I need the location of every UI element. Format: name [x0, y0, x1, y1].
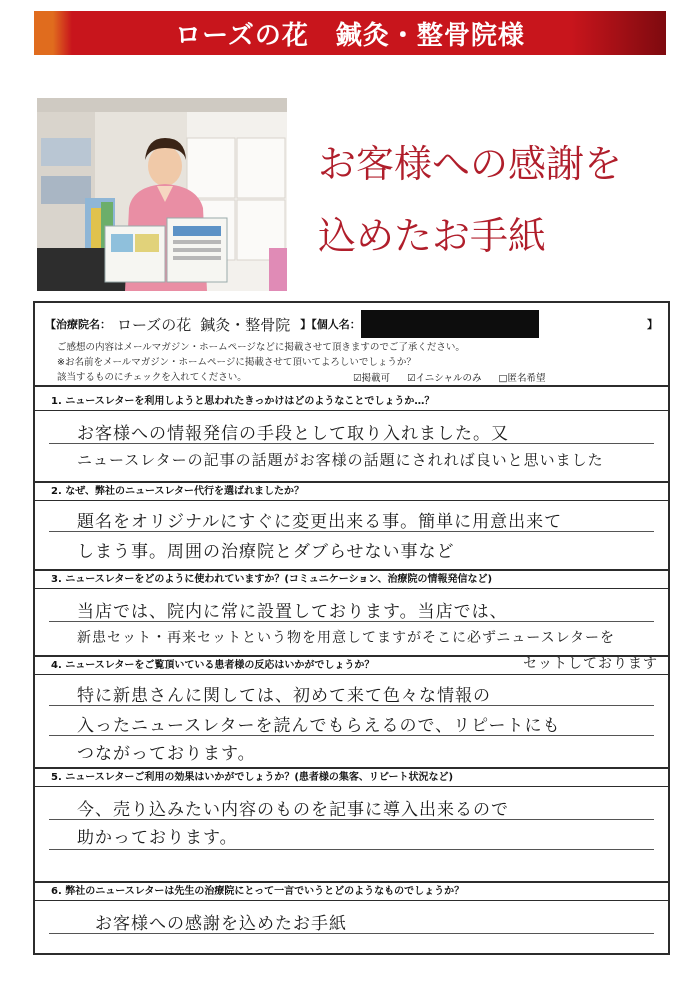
answer-1-line-1: お客様への情報発信の手段として取り入れました。又 — [77, 424, 509, 444]
question-2: 2. なぜ、弊社のニュースレター代行を選ばれましたか？ — [35, 481, 668, 501]
ruled-line — [49, 819, 654, 820]
answer-3-line-2: 新患セット・再来セットという物を用意してますがそこに必ずニュースレターを — [77, 630, 616, 646]
staff-photo — [37, 98, 287, 291]
check-initials-only: ☑イニシャルのみ — [407, 373, 482, 384]
headline-line-2: 込めたお手紙 — [318, 214, 547, 258]
answer-2-line-1: 題名をオリジナルにすぐに変更出来る事。簡単に用意出来て — [77, 512, 563, 532]
form-header — [35, 303, 668, 387]
ruled-line — [49, 849, 654, 850]
check-anonymous: □匿名希望 — [498, 373, 546, 384]
form-field-row — [45, 313, 658, 335]
form-note-2: ※お名前をメールマガジン・ホームページに掲載させて頂いてよろしいでしょうか？ — [57, 357, 416, 368]
closing-bracket: 】 — [647, 318, 658, 331]
ruled-line — [49, 705, 654, 706]
ruled-line — [49, 621, 654, 622]
form-note-3: 該当するものにチェックを入れてください。 — [57, 372, 247, 383]
ruled-line — [49, 933, 654, 934]
banner-title: ローズの花 鍼灸・整骨院様 — [175, 20, 525, 51]
answer-2-line-2: しまう事。周囲の治療院とダブらせない事など — [77, 542, 455, 562]
answer-3-continuation: セットしております — [523, 656, 658, 672]
answer-6-line-1: お客様への感謝を込めたお手紙 — [95, 914, 347, 934]
form-note-1: ご感想の内容はメールマガジン・ホームページなどに掲載させて頂きますのでご了承ください。 — [57, 342, 465, 353]
clinic-name-label: 【治療院名： — [45, 318, 111, 331]
clinic-name-value: ローズの花 鍼灸・整骨院 — [117, 315, 291, 334]
headline — [318, 128, 678, 272]
question-1: 1. ニュースレターを利用しようと思われたきっかけはどのようなことでしょうか…？ — [35, 393, 668, 411]
ruled-line — [49, 531, 654, 532]
question-3: 3. ニュースレターをどのように使われていますか？(コミュニケーション、治療院の情報発信など) — [35, 569, 668, 589]
answer-5-line-2: 助かっております。 — [77, 828, 238, 848]
title-banner — [34, 11, 666, 55]
feedback-form — [33, 301, 670, 955]
consent-checkboxes — [353, 370, 560, 384]
answer-1-line-2: ニュースレターの記事の話題がお客様の話題にされれば良いと思いました — [77, 451, 604, 469]
answer-4-line-2: 入ったニュースレターを読んでもらえるので、リピートにも — [77, 716, 561, 736]
question-6: 6. 弊社のニュースレターは先生の治療院にとって一言でいうとどのようなものでしょうか？ — [35, 881, 668, 901]
ruled-line — [49, 735, 654, 736]
answer-5-line-1: 今、売り込みたい内容のものを記事に導入出来るので — [77, 800, 509, 820]
personal-name-label: 】【個人名： — [300, 318, 361, 331]
answer-3-line-1: 当店では、院内に常に設置しております。当店では、 — [77, 602, 508, 622]
check-publish-ok: ☑掲載可 — [353, 373, 391, 384]
question-5: 5. ニュースレターご利用の効果はいかがでしょうか？(患者様の集客、リピート状況など) — [35, 767, 668, 787]
answer-4-line-3: つながっております。 — [77, 744, 256, 764]
question-4: 4. ニュースレターをご覧頂いている患者様の反応はいかがでしょうか？ — [35, 655, 668, 675]
ruled-line — [49, 443, 654, 444]
staff-photo-illustration — [37, 98, 287, 291]
headline-line-1: お客様への感謝を — [318, 142, 623, 186]
redacted-name — [361, 310, 539, 338]
answer-4-line-1: 特に新患さんに関しては、初めて来て色々な情報の — [77, 686, 491, 706]
